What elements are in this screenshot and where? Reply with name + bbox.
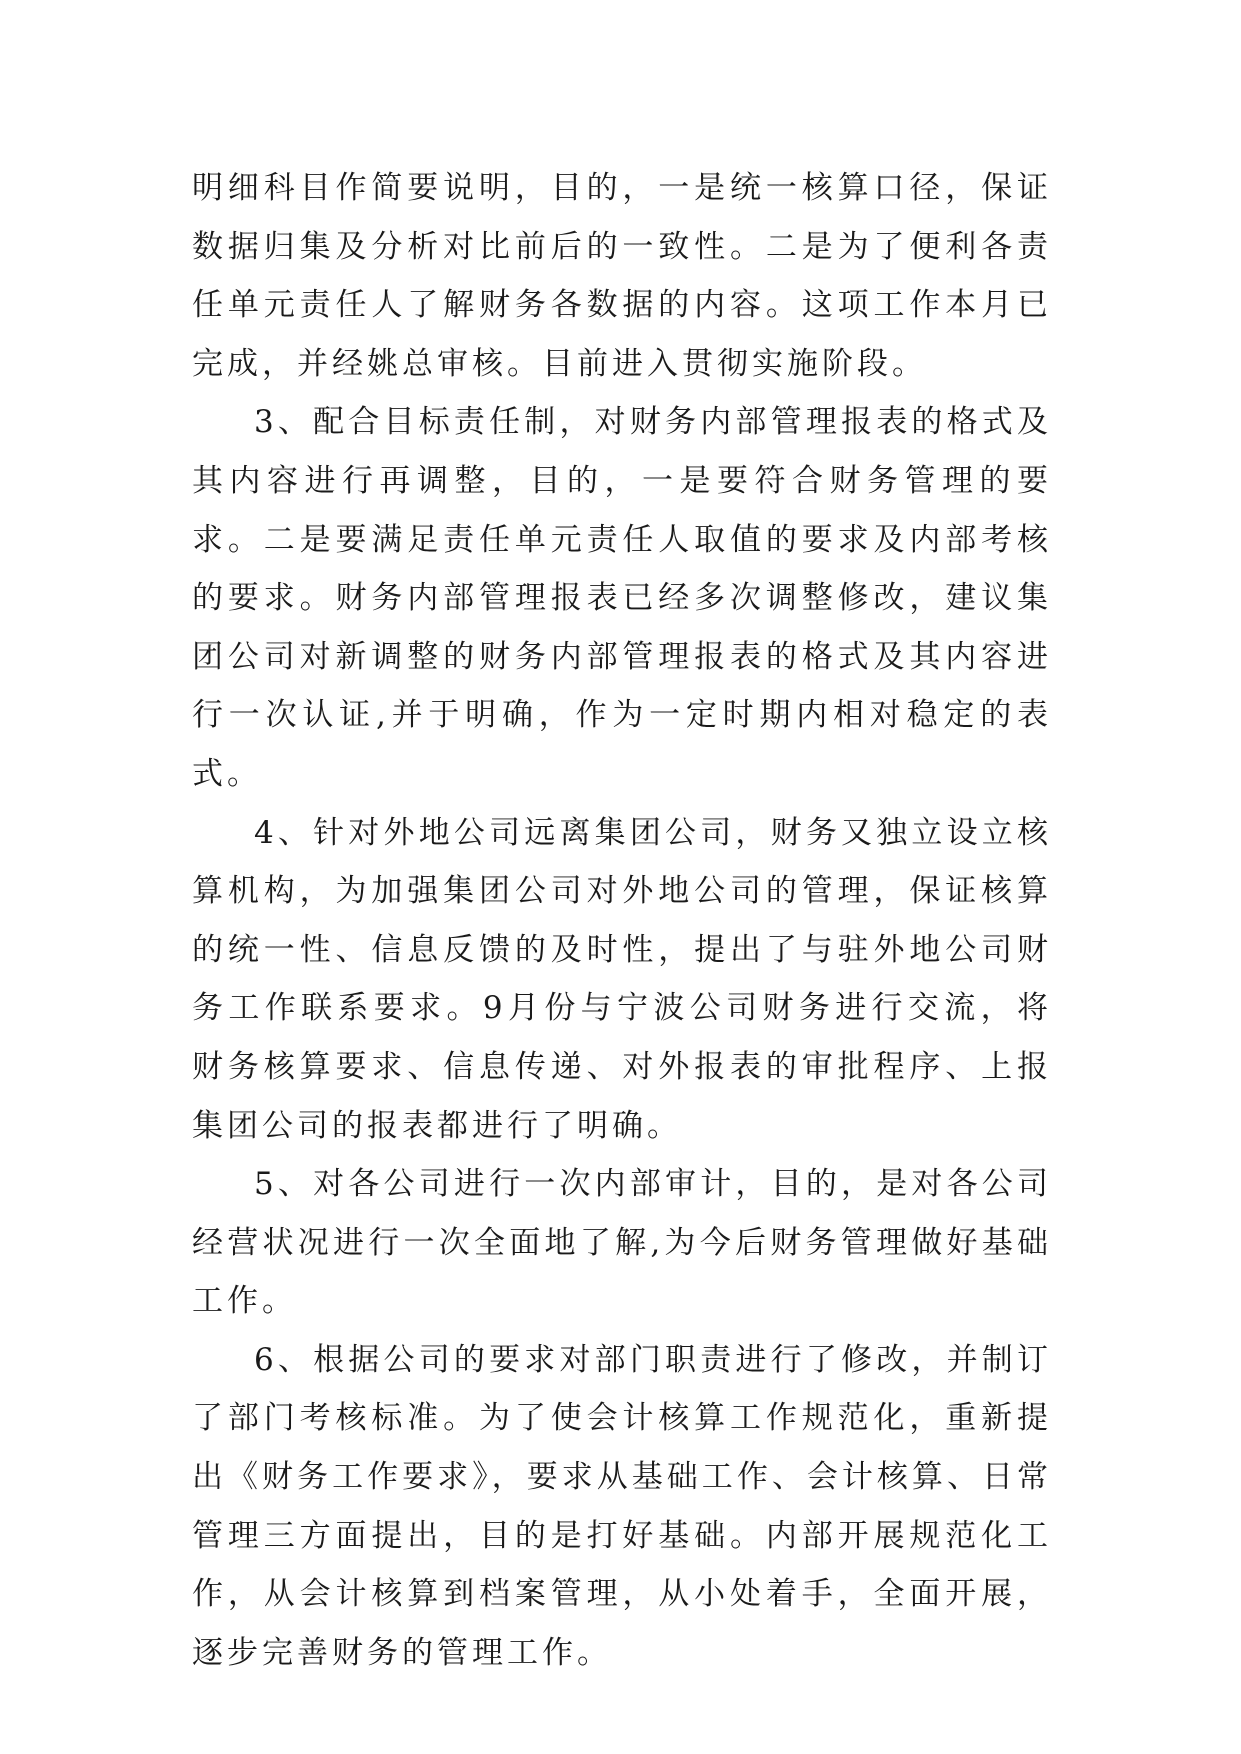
paragraph-item-3: 3、配合目标责任制，对财务内部管理报表的格式及其内容进行再调整，目的，一是要符合财务管理的要求。二是要满足责任单元责任人取值的要求及内部考核的要求。财务内部管理报表已经多次调整修改，建议集团公司对新调整的财务内部管理报表的格式及其内容进行一次认证,并于明确，作为一定时期内相对稳定的表式。: [192, 404, 1052, 792]
paragraph-continuation: 明细科目作简要说明，目的，一是统一核算口径，保证数据归集及分析对比前后的一致性。二是为了便利各责任单元责任人了解财务各数据的内容。这项工作本月已完成，并经姚总审核。目前进入贯彻实施阶段。: [192, 170, 1052, 382]
document-body: [192, 159, 1052, 1682]
paragraph-item-5: 5、对各公司进行一次内部审计，目的，是对各公司经营状况进行一次全面地了解,为今后财务管理做好基础工作。: [192, 1166, 1052, 1320]
paragraph-item-4: 4、针对外地公司远离集团公司，财务又独立设立核算机构，为加强集团公司对外地公司的管理，保证核算的统一性、信息反馈的及时性，提出了与驻外地公司财务工作联系要求。9月份与宁波公司财务进行交流，将财务核算要求、信息传递、对外报表的审批程序、上报集团公司的报表都进行了明确。: [192, 814, 1052, 1144]
paragraph-item-6: 6、根据公司的要求对部门职责进行了修改，并制订了部门考核标准。为了使会计核算工作规范化，重新提出《财务工作要求》，要求从基础工作、会计核算、日常管理三方面提出，目的是打好基础。内部开展规范化工作，从会计核算到档案管理，从小处着手，全面开展，逐步完善财务的管理工作。: [192, 1341, 1052, 1671]
